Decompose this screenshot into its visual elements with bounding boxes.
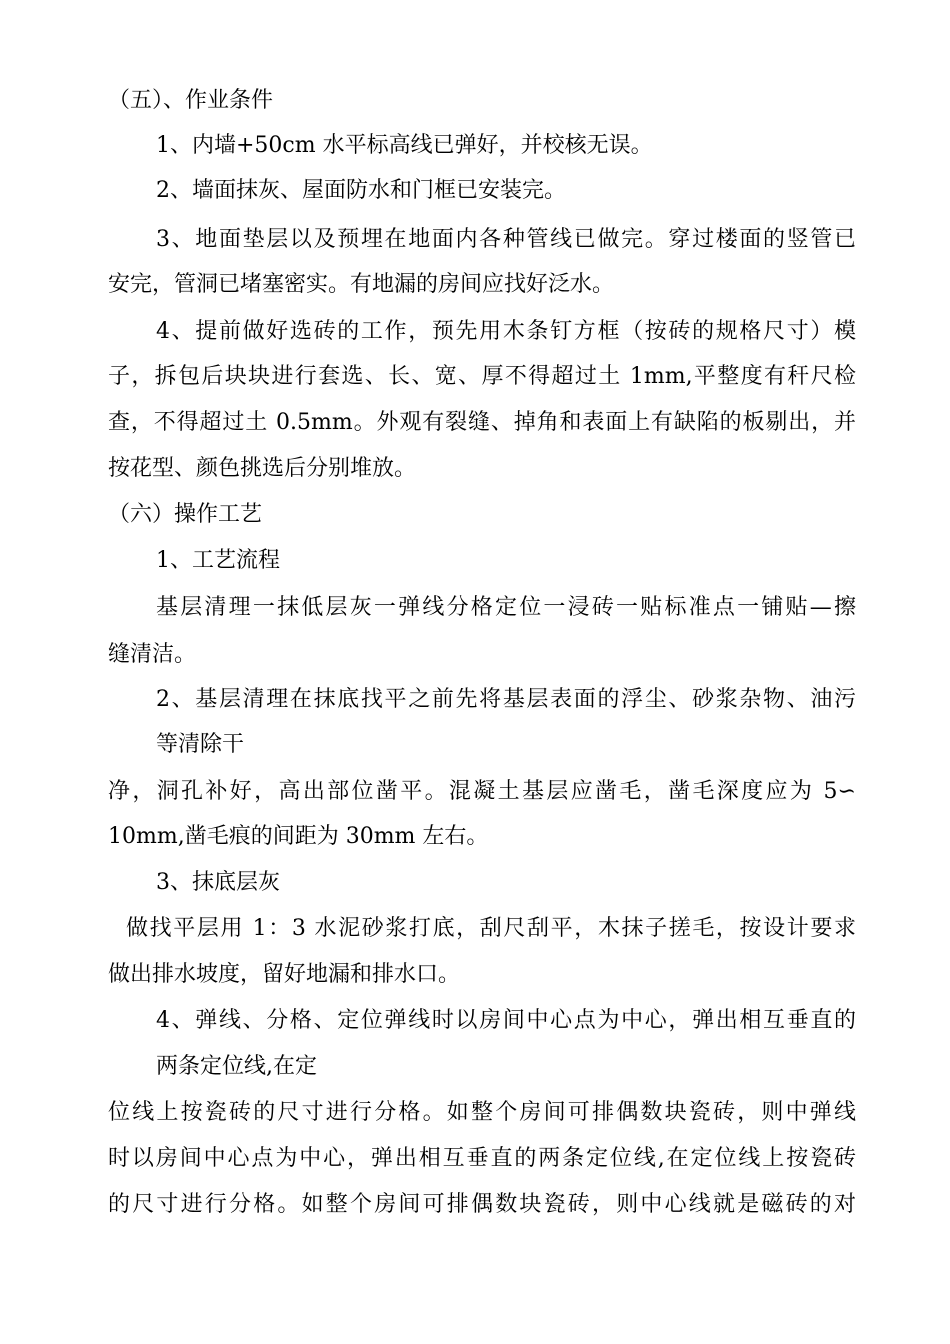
paragraph-line: 位线上按瓷砖的尺寸进行分格。如整个房间可排偶数块瓷砖，则中弹线 <box>108 1100 856 1125</box>
paragraph-line: 4、提前做好选砖的工作，预先用木条钉方框（按砖的规格尺寸）模 <box>156 319 856 344</box>
paragraph-line: 净，洞孔补好，高出部位凿平。混凝土基层应凿毛，凿毛深度应为 5∽ <box>108 779 856 804</box>
paragraph-line: 安完，管洞已堵塞密实。有地漏的房间应找好泛水。 <box>108 272 615 297</box>
paragraph-line: 4、弹线、分格、定位弹线时以房间中心点为中心，弹出相互垂直的 <box>156 1008 856 1033</box>
paragraph-line: 两条定位线,在定 <box>156 1054 317 1079</box>
paragraph-line: 查，不得超过土 0.5mm。外观有裂缝、掉角和表面上有缺陷的板剔出，并 <box>108 410 856 435</box>
paragraph-line: 时以房间中心点为中心，弹出相互垂直的两条定位线,在定位线上按瓷砖 <box>108 1146 856 1171</box>
section-heading-5: （五）、作业条件 <box>108 88 274 113</box>
paragraph-line: 做找平层用 1：3 水泥砂浆打底，刮尺刮平，木抹子搓毛，按设计要求 <box>126 916 856 941</box>
paragraph-line: 缝清洁。 <box>108 642 197 667</box>
paragraph-line: 3、地面垫层以及预埋在地面内各种管线已做完。穿过楼面的竖管已 <box>156 227 856 252</box>
section-heading-6: （六）操作工艺 <box>108 502 263 527</box>
paragraph-line: 子，拆包后块块进行套选、长、宽、厚不得超过土 1mm,平整度有秆尺检 <box>108 364 856 389</box>
subheading-process-flow: 1、工艺流程 <box>156 548 280 573</box>
paragraph-line: 10mm,凿毛痕的间距为 30mm 左右。 <box>108 824 489 849</box>
paragraph-line: 2、基层清理在抹底找平之前先将基层表面的浮尘、砂浆杂物、油污 <box>156 687 856 712</box>
paragraph-line: 的尺寸进行分格。如整个房间可排偶数块瓷砖，则中心线就是磁砖的对 <box>108 1192 856 1217</box>
paragraph-line: 基层清理一抹低层灰一弹线分格定位一浸砖一贴标准点一铺贴—擦 <box>156 595 856 620</box>
paragraph-line: 做出排水坡度，留好地漏和排水口。 <box>108 962 461 987</box>
subheading-base-plaster: 3、抹底层灰 <box>156 870 280 895</box>
paragraph-line: 等清除干 <box>156 732 245 757</box>
paragraph-line: 按花型、颜色挑选后分别堆放。 <box>108 456 417 481</box>
paragraph-line: 1、内墙+50cm 水平标高线已弹好，并校核无误。 <box>156 133 653 158</box>
paragraph-line: 2、墙面抹灰、屋面防水和门框已安装完。 <box>156 178 566 203</box>
